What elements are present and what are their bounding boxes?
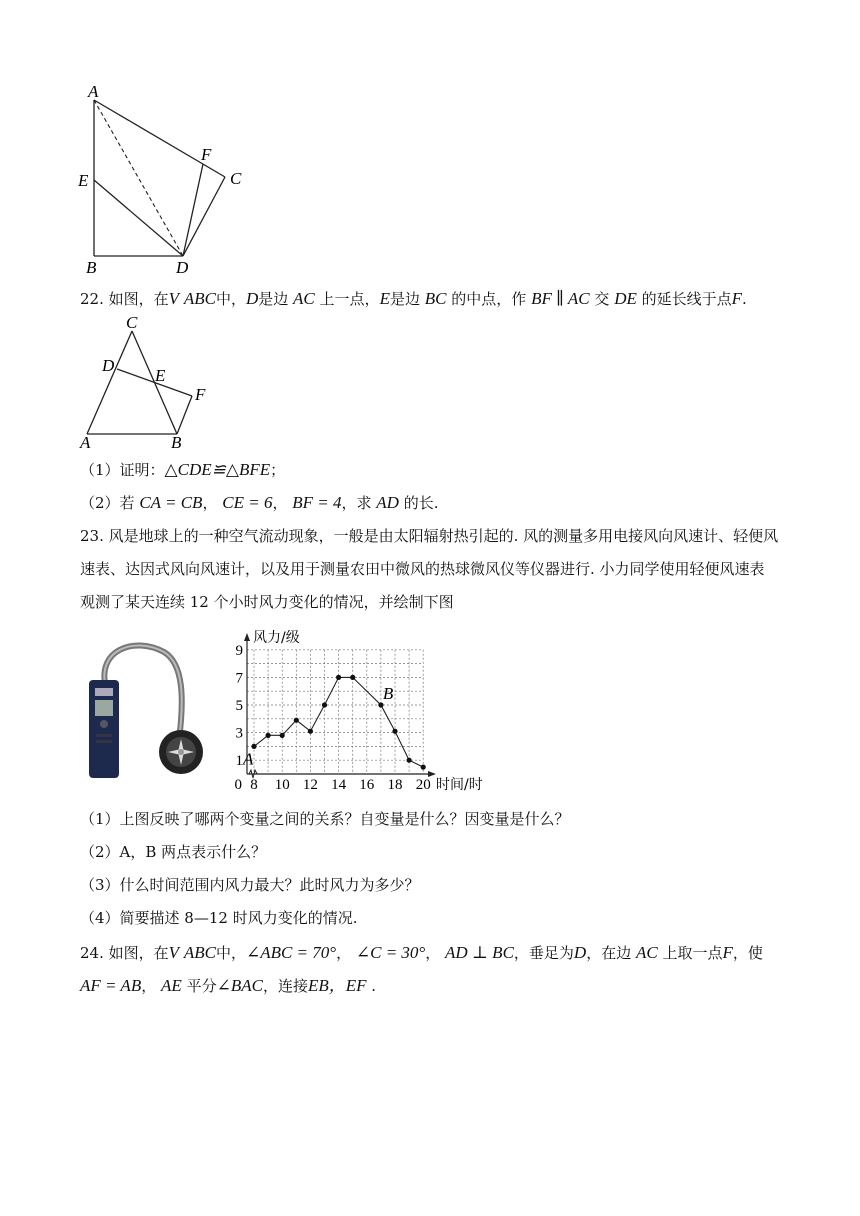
label-F: F xyxy=(195,385,206,404)
q24-line1: 24. 如图，在V ABC中，∠ABC = 70°， ∠C = 30°， AD ⊥ BC，垂足为D，在边 AC 上取一点F，使 xyxy=(80,943,763,962)
y-tick-label: 5 xyxy=(235,698,243,714)
label-A: A xyxy=(88,82,99,101)
x-tick-label: 14 xyxy=(331,777,347,793)
data-point xyxy=(308,729,313,734)
x-tick-label: 16 xyxy=(359,777,375,793)
q24-line2: AF = AB， AE 平分∠BAC，连接EB，EF . xyxy=(80,976,377,995)
data-point xyxy=(322,702,327,707)
data-point xyxy=(294,718,299,723)
x-tick-label: 10 xyxy=(274,777,290,793)
label-C: C xyxy=(230,169,242,188)
q23-line1: 23. 风是地球上的一种空气流动现象，一般是由太阳辐射热引起的. 风的测量多用电接风向风速计、轻便风 xyxy=(80,527,779,545)
y-axis-arrow xyxy=(244,633,250,641)
figure-q21 xyxy=(70,80,260,280)
label-B: B xyxy=(171,433,182,452)
anemometer-image xyxy=(84,640,214,780)
y-tick-label: 3 xyxy=(235,725,243,742)
x-tick-label: 18 xyxy=(387,777,403,793)
q23-q3: （3）什么时间范围内风力最大？此时风力为多少？ xyxy=(80,876,420,894)
data-point xyxy=(280,733,285,738)
label-F: F xyxy=(201,145,212,164)
data-point xyxy=(392,729,397,734)
label-A: A xyxy=(80,433,91,452)
q23-line3: 观测了某天连续 12 个小时风力变化的情况，并绘制下图 xyxy=(80,593,454,611)
q23-line2: 速表、达因式风向风速计，以及用于测量农田中微风的热球微风仪等仪器进行. 小力同学使用轻便风速表 xyxy=(80,560,765,578)
label-D: D xyxy=(102,356,115,375)
data-point xyxy=(251,744,256,749)
point-label-A: A xyxy=(243,749,254,769)
x-tick-label: 8 xyxy=(250,777,258,793)
point-label-B: B xyxy=(382,684,394,703)
origin-label: 0 xyxy=(234,777,242,793)
label-C: C xyxy=(126,314,138,332)
data-point xyxy=(378,702,383,707)
data-point xyxy=(350,675,355,680)
y-tick-label: 9 xyxy=(235,642,243,659)
figure-q22 xyxy=(75,314,215,454)
y-tick-label: 1 xyxy=(235,753,243,770)
wind-chart xyxy=(225,628,495,798)
q22-part2: （2）若 CA = CB， CE = 6， BF = 4，求 AD 的长. xyxy=(80,493,439,512)
data-point xyxy=(407,758,412,763)
q22-part1: （1）证明：△CDE≌△BFE； xyxy=(80,460,286,479)
x-tick-label: 12 xyxy=(302,777,318,793)
label-E: E xyxy=(155,366,166,385)
label-E: E xyxy=(78,171,89,190)
data-point xyxy=(336,675,341,680)
x-tick-label: 20 xyxy=(415,777,431,793)
q22-stem: 22. 如图，在V ABC中，D是边 AC 上一点，E是边 BC 的中点，作 BF ∥ AC 交 DE 的延长线于点F. xyxy=(80,289,747,308)
q23-q2: （2）A，B 两点表示什么？ xyxy=(80,843,267,861)
label-B: B xyxy=(86,258,97,277)
q23-q4: （4）简要描述 8—12 时风力变化的情况. xyxy=(80,909,358,927)
q23-q1: （1）上图反映了哪两个变量之间的关系？自变量是什么？因变量是什么？ xyxy=(80,810,570,828)
x-axis-label: 时间/时 xyxy=(436,777,483,793)
label-D: D xyxy=(176,258,189,277)
y-tick-label: 7 xyxy=(235,670,243,687)
y-axis-label: 风力/级 xyxy=(253,630,300,646)
data-point xyxy=(421,765,426,770)
data-point xyxy=(266,733,271,738)
